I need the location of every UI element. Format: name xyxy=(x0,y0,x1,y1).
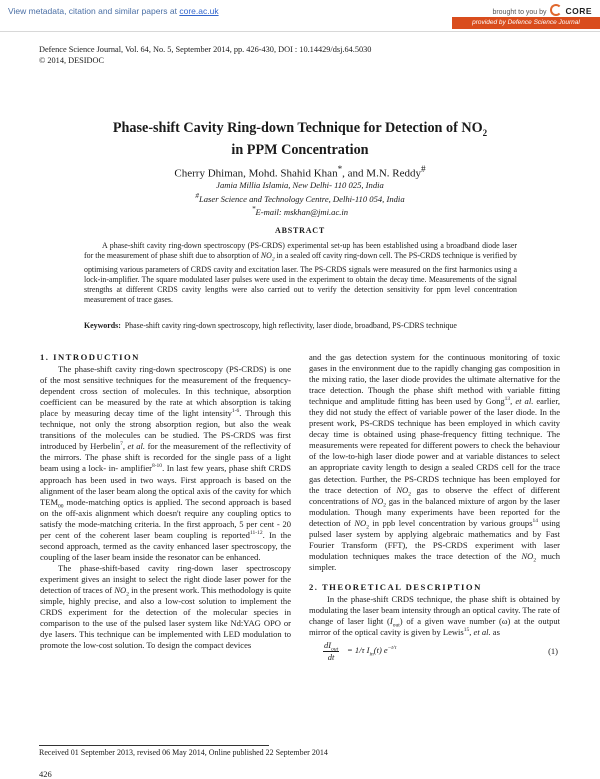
eq-rhs-tail: (t) e xyxy=(373,645,388,656)
keywords-label: Keywords: xyxy=(84,321,121,330)
theory-p1-a: In the phase-shift CRDS technique, the phase shift is obtained by modulating the laser beam intensity through an optical cavity. The rate of change of laser light ( xyxy=(309,593,560,627)
journal-citation: Defence Science Journal, Vol. 64, No. 5, September 2014, pp. 426-430, DOI : 10.14429/dsj.64.5030 xyxy=(39,45,372,54)
no2-formula: NO xyxy=(396,484,409,495)
eq-exponent: −t/τ xyxy=(387,645,397,652)
intro-continuation xyxy=(309,352,560,573)
theory-p1-b: ) of a given wave number (ω) at the output mirror of the optical cavity is given by Lewis xyxy=(309,616,560,638)
i-out-subscript: out xyxy=(392,622,400,629)
section-1-heading: 1. INTRODUCTION xyxy=(40,352,140,362)
citation-ref: 13 xyxy=(504,396,511,403)
eq-rhs-sub: in xyxy=(369,651,374,658)
right-p1-d: gas to observe the effect of different concentrations of xyxy=(309,484,560,506)
citation-ref: 7 xyxy=(120,441,123,448)
affiliations xyxy=(40,180,560,217)
no2-formula: NO xyxy=(521,550,534,561)
intro-p1-b: . Through this technique, not only the strong absorption region, but also the weak transitions of the molecules can be studied. The PS-CRDS was first introduced by Herbelin xyxy=(40,408,291,452)
page-number: 426 xyxy=(39,769,52,779)
intro-p2-b: in the present work. This methodology is quite simple, highly precise, and also a low-cost solution to implement the CRDS experiment for the detection of the molecular species in comparison to the use of the pulsed laser system like Nd:YAG OPO or dye lasers. This technique can be implemented with LED modulation to promote the low-cost solution. To design the compact devices xyxy=(40,584,291,651)
et-al: et al. xyxy=(515,396,534,407)
equation-denominator: dt xyxy=(327,652,335,663)
provided-by-badge[interactable]: provided by Defence Science Journal xyxy=(452,17,600,29)
citation-ref: 1-6 xyxy=(231,408,240,415)
citation-ref: 8-10 xyxy=(151,463,163,470)
no2-formula: NO xyxy=(114,584,127,595)
et-al: et al. xyxy=(473,627,491,638)
author-names-2: , and M.N. Reddy xyxy=(342,167,421,180)
equation-fraction xyxy=(323,640,339,663)
equation-numerator xyxy=(323,640,339,652)
keywords-text: Phase-shift cavity ring-down spectroscopy, high reflectivity, laser diode, broadband, PS-CDRS technique xyxy=(124,321,457,330)
intro-p1-f: mode-matching optics is applied. The second approach is based on the off-axis alignment which doesn't require any coupling optics to satisfy the mode-matching criteria. In the first approach, 5 per cent - 20 per cent of the coherent laser beam coupling is reported xyxy=(40,496,291,540)
right-column xyxy=(309,352,560,662)
author-list xyxy=(40,164,560,180)
left-column xyxy=(40,352,291,651)
core-logo-icon xyxy=(550,4,562,16)
eq-num-text: dI xyxy=(324,640,332,651)
abstract-no2-sub: 2 xyxy=(271,256,275,263)
abstract-no2: NO xyxy=(260,251,272,261)
journal-copyright: © 2014, DESIDOC xyxy=(39,56,105,65)
author-names-1: Cherry Dhiman, Mohd. Shahid Khan xyxy=(174,167,338,180)
affiliation-1: Jamia Millia Islamia, New Delhi- 110 025, India xyxy=(216,180,384,190)
intro-p2-a: The phase-shift-based cavity ring-down laser spectroscopy experiment gives an insight to select the right diode laser power for the detection of traces of xyxy=(40,562,291,595)
intro-paragraph-2 xyxy=(40,563,291,651)
intro-p1-d: for the measurement of the reflectivity of the mirrors. The phase shift is recorded for the single pass of a light beam using a lock- in- amplifier xyxy=(40,441,291,474)
right-p1-g: using pulsed laser system by applying algebraic mathematics and by Fast Fourier Transform (FFT), the PS-CRDS experiment with laser modulation techniques makes the trace detection of the xyxy=(309,517,560,561)
intro-p1-a: The phase-shift cavity ring-down spectroscopy (PS-CRDS) is one of the most sensitive techniques for the measurement of the frequency-dependent cross section of molecules. In this technique, absorption coefficient can be measured by the rate at which absorption is taking place by measuring decay time of the light intensity xyxy=(40,364,291,419)
intro-paragraph-1 xyxy=(40,364,291,563)
right-p1-a: and the gas detection system for the continuous monitoring of toxic gases in the environment due to the rapidly changing gas composition in the mixing ratio, the laser diode provides the ultimate alternative for the trace detection. Though the phase shift method with variable fitting technique and amplitude fitting has been used by Gong xyxy=(309,352,560,407)
citation-ref: 15 xyxy=(463,627,470,634)
affiliation-2: Laser Science and Technology Centre, Delhi-110 054, India xyxy=(198,193,405,204)
theory-paragraph-1 xyxy=(309,594,560,638)
no2-subscript: 2 xyxy=(408,491,411,498)
paper-title xyxy=(40,120,560,159)
intro-p1-c: , xyxy=(122,441,128,452)
core-link[interactable]: core.ac.uk xyxy=(179,6,219,16)
intro-p1-g: . In the second approach, termed as the cavity enhanced laser spectroscopy, the coupling of the laser beam inside the resonator can be enhanced. xyxy=(40,529,291,562)
core-metadata-link-text[interactable] xyxy=(8,6,219,16)
title-line1: Phase-shift Cavity Ring-down Technique for Detection of NO xyxy=(112,120,483,136)
equation-number: (1) xyxy=(548,646,558,657)
email-mark: * xyxy=(251,204,256,213)
affiliation-2-mark: # xyxy=(195,191,199,200)
author-email: E-mail: mskhan@jmi.ac.in xyxy=(255,206,349,217)
citation-ref: 14 xyxy=(532,517,539,524)
equation-rhs xyxy=(347,645,396,656)
eq-rhs-text: = 1/τ I xyxy=(347,645,370,656)
no2-subscript: 2 xyxy=(533,557,537,564)
i-out-symbol: I xyxy=(389,616,393,627)
no2-formula: NO xyxy=(371,495,384,506)
journal-header xyxy=(39,44,371,66)
abstract-part-a: A phase-shift cavity ring-down spectroscopy (PS-CRDS) experimental set-up has been established using a broadband diode laser for the measurement of phase shift due to absorption of xyxy=(84,241,517,261)
tem-subscript: 00 xyxy=(58,503,64,510)
right-p1-b: , xyxy=(510,396,516,407)
right-p1-f: in ppb level concentration by various groups xyxy=(368,517,533,528)
footnote-rule xyxy=(39,745,269,746)
no2-subscript: 2 xyxy=(366,524,369,531)
right-p1-e: gas in the balanced mixture of argon by the laser modulation. Though many experiments have been reported for the detection of xyxy=(309,495,561,528)
received-dates: Received 01 September 2013, revised 06 May 2014, Online published 22 September 2014 xyxy=(39,748,328,757)
abstract-text xyxy=(84,241,517,305)
core-brand[interactable] xyxy=(492,4,592,16)
right-p1-h: much simpler. xyxy=(309,550,560,572)
abstract-part-b: in a sealed off cavity ring-down cell. The PS-CRDS technique is verified by optimising various parameters of CRDS cavity and excitation laser. The PS-CRDS signals were measured on the first harmonics using a lock-in-amplifier. The square modulated laser pulses were used in the experiment to obtain the decay time. Measurements of the signal strengths at different CRDS cavity lengths were also carried out to verify the detection sensitivity for ppm level concentration measurement of trace gases. xyxy=(84,251,517,305)
theory-p1-c: , xyxy=(469,627,474,638)
title-line2: in PPM Concentration xyxy=(231,141,369,158)
author-mark-star: * xyxy=(337,164,343,174)
keywords xyxy=(84,321,517,331)
intro-p1-e: . In last few years, phase shift CRDS approach has been used in two ways. First approach is based on the alignment of the laser beam along the optical axis of the cavity for which TEM xyxy=(40,463,292,507)
no2-subscript: 2 xyxy=(383,502,386,509)
eq-num-sub: out xyxy=(331,646,339,653)
author-mark-hash: # xyxy=(420,164,426,174)
right-p1-c: earlier, they did not study the effect of variable power of the laser diode. In the present work, PS-CRDS technique has been employed in which cavity decay time is obtained using phase-frequency fitting technique. The measurements were repeated for different powers to check the behaviour of the low-to-high laser diode power and at variable distances to select an appropriate cavity length to design a sealed CRDS cell for the trace gas detection. Further, the PS-CRDS technique has been employed for the trace detection of xyxy=(309,396,560,495)
citation-ref: 11-12 xyxy=(249,529,263,536)
title-no2-subscript: 2 xyxy=(482,127,488,138)
et-al: et al. xyxy=(127,441,146,452)
theory-p1-d: as xyxy=(490,627,500,638)
core-brand-name: CORE xyxy=(565,6,592,16)
brought-by-text: brought to you by xyxy=(492,9,547,16)
no2-subscript: 2 xyxy=(126,591,129,598)
core-banner xyxy=(0,0,600,32)
view-metadata-text: View metadata, citation and similar papers at xyxy=(8,6,180,16)
abstract-heading: ABSTRACT xyxy=(275,226,325,235)
no2-formula: NO xyxy=(354,517,367,528)
equation-1 xyxy=(309,638,560,662)
section-2-heading: 2. THEORETICAL DESCRIPTION xyxy=(309,581,482,592)
